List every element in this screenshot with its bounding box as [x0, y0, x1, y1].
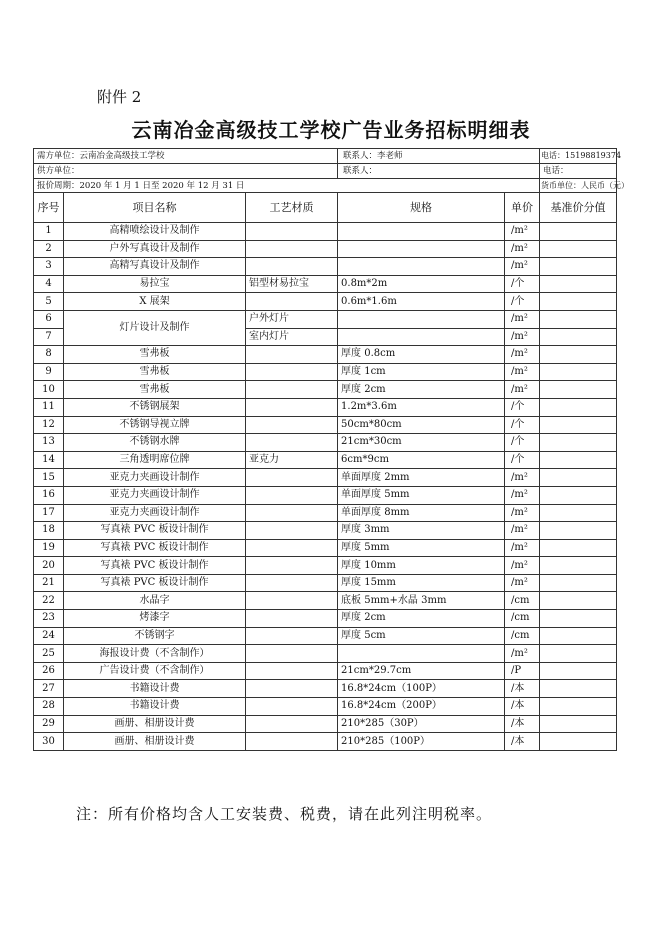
row-unit-price: /cm: [505, 627, 540, 645]
row-unit-price: /m²: [505, 574, 540, 592]
row-spec: [338, 258, 505, 276]
supplier-info-row: [34, 164, 617, 179]
row-spec: 6cm*9cm: [338, 451, 505, 469]
row-index: 11: [34, 398, 64, 416]
row-base-price: [540, 346, 617, 364]
row-base-price: [540, 398, 617, 416]
row-item-name: 户外写真设计及制作: [64, 240, 246, 258]
row-base-price: [540, 293, 617, 311]
row-material: [246, 715, 338, 733]
row-item-name: 书籍设计费: [64, 698, 246, 716]
row-index: 10: [34, 381, 64, 399]
row-material: [246, 240, 338, 258]
row-spec: 单面厚度 8mm: [338, 504, 505, 522]
row-spec: [338, 310, 505, 328]
row-unit-price: /本: [505, 733, 540, 751]
row-spec: [338, 240, 505, 258]
row-base-price: [540, 328, 617, 346]
row-index: 23: [34, 610, 64, 628]
row-spec: 单面厚度 5mm: [338, 486, 505, 504]
row-item-name: 海报设计费（不含制作）: [64, 645, 246, 663]
table-row: [34, 223, 617, 241]
table-row: [34, 240, 617, 258]
table-row: [34, 293, 617, 311]
row-material: 铝型材易拉宝: [246, 275, 338, 293]
table-row: [34, 486, 617, 504]
row-index: 7: [34, 328, 64, 346]
row-spec: 底板 5mm+水晶 3mm: [338, 592, 505, 610]
row-unit-price: /m²: [505, 346, 540, 364]
row-unit-price: /本: [505, 698, 540, 716]
row-index: 24: [34, 627, 64, 645]
row-item-name: 雪弗板: [64, 346, 246, 364]
attachment-label: 附件 2: [97, 88, 142, 106]
row-index: 2: [34, 240, 64, 258]
row-material: [246, 627, 338, 645]
row-material: [246, 610, 338, 628]
row-spec: 16.8*24cm（200P）: [338, 698, 505, 716]
row-spec: 1.2m*3.6m: [338, 398, 505, 416]
table-row: [34, 522, 617, 540]
row-material: [246, 662, 338, 680]
row-material: [246, 258, 338, 276]
table-row: [34, 715, 617, 733]
row-item-name: 不锈钢导视立牌: [64, 416, 246, 434]
row-index: 3: [34, 258, 64, 276]
row-item-name: 亚克力夹画设计制作: [64, 504, 246, 522]
period-row: [34, 179, 617, 193]
row-item-name: 三角透明席位牌: [64, 451, 246, 469]
currency-unit: 货币单位：人民币（元）: [540, 179, 617, 193]
table-row: [34, 363, 617, 381]
row-material: [246, 486, 338, 504]
row-material: [246, 381, 338, 399]
row-unit-price: /m²: [505, 557, 540, 575]
row-spec: 50cm*80cm: [338, 416, 505, 434]
row-material: [246, 434, 338, 452]
row-index: 19: [34, 539, 64, 557]
row-index: 18: [34, 522, 64, 540]
row-spec: 厚度 3mm: [338, 522, 505, 540]
row-unit-price: /m²: [505, 486, 540, 504]
row-item-name: 广告设计费（不含制作）: [64, 662, 246, 680]
supplier-phone: 电话：: [540, 164, 617, 179]
row-unit-price: /P: [505, 662, 540, 680]
row-item-name: 写真裱 PVC 板设计制作: [64, 557, 246, 575]
row-item-name: 高精喷绘设计及制作: [64, 223, 246, 241]
table-row: [34, 574, 617, 592]
row-base-price: [540, 469, 617, 487]
row-unit-price: /m²: [505, 328, 540, 346]
row-base-price: [540, 504, 617, 522]
row-unit-price: /个: [505, 398, 540, 416]
col-header-material: 工艺材质: [246, 193, 338, 223]
row-item-name: 写真裱 PVC 板设计制作: [64, 539, 246, 557]
row-base-price: [540, 275, 617, 293]
row-unit-price: /个: [505, 416, 540, 434]
row-material: 亚克力: [246, 451, 338, 469]
row-unit-price: /m²: [505, 539, 540, 557]
row-item-name: 不锈钢展架: [64, 398, 246, 416]
row-item-name: 雪弗板: [64, 363, 246, 381]
row-base-price: [540, 698, 617, 716]
table-row: [34, 733, 617, 751]
row-base-price: [540, 486, 617, 504]
row-material: [246, 574, 338, 592]
row-material: [246, 592, 338, 610]
row-unit-price: /m²: [505, 258, 540, 276]
row-base-price: [540, 240, 617, 258]
row-material: [246, 416, 338, 434]
row-material: 户外灯片: [246, 310, 338, 328]
row-index: 13: [34, 434, 64, 452]
row-index: 1: [34, 223, 64, 241]
col-header-spec: 规格: [338, 193, 505, 223]
row-item-name: 亚克力夹画设计制作: [64, 469, 246, 487]
row-unit-price: /m²: [505, 469, 540, 487]
row-index: 12: [34, 416, 64, 434]
row-material: [246, 223, 338, 241]
row-base-price: [540, 363, 617, 381]
row-unit-price: /个: [505, 451, 540, 469]
row-unit-price: /m²: [505, 381, 540, 399]
row-spec: 厚度 15mm: [338, 574, 505, 592]
row-unit-price: /个: [505, 293, 540, 311]
row-spec: 厚度 0.8cm: [338, 346, 505, 364]
row-material: [246, 522, 338, 540]
table-header-row: [34, 193, 617, 223]
row-index: 5: [34, 293, 64, 311]
table-row: [34, 645, 617, 663]
row-unit-price: /m²: [505, 363, 540, 381]
tender-table: [33, 148, 630, 751]
row-unit-price: /个: [505, 434, 540, 452]
row-base-price: [540, 733, 617, 751]
table-row: [34, 627, 617, 645]
row-index: 20: [34, 557, 64, 575]
row-unit-price: /m²: [505, 645, 540, 663]
table-row: [34, 275, 617, 293]
table-row: [34, 381, 617, 399]
row-material: [246, 469, 338, 487]
row-material: [246, 557, 338, 575]
table-row: [34, 310, 617, 328]
row-index: 22: [34, 592, 64, 610]
row-spec: [338, 645, 505, 663]
footnote: 注：所有价格均含人工安装费、税费，请在此列注明税率。: [76, 805, 493, 823]
table-row: [34, 416, 617, 434]
row-base-price: [540, 627, 617, 645]
row-unit-price: /cm: [505, 592, 540, 610]
row-item-name: 不锈钢字: [64, 627, 246, 645]
row-spec: 210*285（100P）: [338, 733, 505, 751]
row-material: [246, 539, 338, 557]
row-base-price: [540, 223, 617, 241]
row-spec: 厚度 2cm: [338, 381, 505, 399]
row-index: 4: [34, 275, 64, 293]
row-item-name: 高精写真设计及制作: [64, 258, 246, 276]
col-header-item: 项目名称: [64, 193, 246, 223]
row-base-price: [540, 592, 617, 610]
row-item-name: 书籍设计费: [64, 680, 246, 698]
row-unit-price: /m²: [505, 522, 540, 540]
row-item-name: 写真裱 PVC 板设计制作: [64, 574, 246, 592]
row-material: [246, 645, 338, 663]
row-base-price: [540, 451, 617, 469]
row-base-price: [540, 680, 617, 698]
row-unit-price: /m²: [505, 310, 540, 328]
row-item-name: 不锈钢水牌: [64, 434, 246, 452]
row-material: 室内灯片: [246, 328, 338, 346]
supplier-unit: 供方单位：: [34, 164, 338, 179]
col-header-index: 序号: [34, 193, 64, 223]
row-spec: 21cm*29.7cm: [338, 662, 505, 680]
row-material: [246, 698, 338, 716]
row-base-price: [540, 434, 617, 452]
row-spec: 厚度 1cm: [338, 363, 505, 381]
table-row: [34, 557, 617, 575]
row-material: [246, 680, 338, 698]
row-item-name: 写真裱 PVC 板设计制作: [64, 522, 246, 540]
page-title: 云南冶金高级技工学校广告业务招标明细表: [131, 118, 531, 142]
row-material: [246, 504, 338, 522]
row-base-price: [540, 610, 617, 628]
row-spec: 单面厚度 2mm: [338, 469, 505, 487]
table-row: [34, 610, 617, 628]
row-base-price: [540, 715, 617, 733]
table-row: [34, 469, 617, 487]
row-spec: 210*285（30P）: [338, 715, 505, 733]
row-index: 6: [34, 310, 64, 328]
row-base-price: [540, 539, 617, 557]
row-item-name: X 展架: [64, 293, 246, 311]
row-base-price: [540, 416, 617, 434]
table-body: [34, 223, 617, 751]
quote-period: 报价周期：2020 年 1 月 1 日至 2020 年 12 月 31 日: [34, 179, 540, 193]
row-base-price: [540, 645, 617, 663]
table-row: [34, 539, 617, 557]
row-material: [246, 733, 338, 751]
row-spec: 厚度 10mm: [338, 557, 505, 575]
row-material: [246, 398, 338, 416]
row-index: 30: [34, 733, 64, 751]
row-base-price: [540, 557, 617, 575]
table-row: [34, 592, 617, 610]
row-spec: [338, 328, 505, 346]
row-item-name: 灯片设计及制作: [64, 310, 246, 345]
row-base-price: [540, 381, 617, 399]
table-row: [34, 698, 617, 716]
row-unit-price: /个: [505, 275, 540, 293]
table-row: [34, 680, 617, 698]
row-index: 25: [34, 645, 64, 663]
table-row: [34, 504, 617, 522]
row-spec: 16.8*24cm（100P）: [338, 680, 505, 698]
col-header-base-price: 基准价分值: [540, 193, 617, 223]
row-spec: 厚度 2cm: [338, 610, 505, 628]
row-item-name: 雪弗板: [64, 381, 246, 399]
row-unit-price: /m²: [505, 504, 540, 522]
buyer-contact: 联系人：李老师: [338, 149, 540, 164]
row-index: 14: [34, 451, 64, 469]
row-unit-price: /m²: [505, 223, 540, 241]
row-spec: 厚度 5cm: [338, 627, 505, 645]
row-index: 29: [34, 715, 64, 733]
row-unit-price: /cm: [505, 610, 540, 628]
row-material: [246, 293, 338, 311]
row-index: 16: [34, 486, 64, 504]
row-item-name: 画册、相册设计费: [64, 733, 246, 751]
table-row: [34, 258, 617, 276]
table-row: [34, 398, 617, 416]
row-index: 9: [34, 363, 64, 381]
row-index: 26: [34, 662, 64, 680]
row-unit-price: /m²: [505, 240, 540, 258]
row-index: 27: [34, 680, 64, 698]
row-index: 21: [34, 574, 64, 592]
table-row: [34, 451, 617, 469]
row-spec: [338, 223, 505, 241]
col-header-unit-price: 单价: [505, 193, 540, 223]
row-spec: 21cm*30cm: [338, 434, 505, 452]
row-base-price: [540, 258, 617, 276]
row-base-price: [540, 522, 617, 540]
row-index: 8: [34, 346, 64, 364]
buyer-unit: 需方单位：云南冶金高级技工学校: [34, 149, 338, 164]
row-base-price: [540, 662, 617, 680]
row-item-name: 易拉宝: [64, 275, 246, 293]
supplier-contact: 联系人：: [338, 164, 540, 179]
row-index: 17: [34, 504, 64, 522]
row-unit-price: /本: [505, 680, 540, 698]
table-row: [34, 662, 617, 680]
row-item-name: 水晶字: [64, 592, 246, 610]
row-item-name: 烤漆字: [64, 610, 246, 628]
row-spec: 0.8m*2m: [338, 275, 505, 293]
row-unit-price: /本: [505, 715, 540, 733]
row-material: [246, 346, 338, 364]
row-spec: 0.6m*1.6m: [338, 293, 505, 311]
row-spec: 厚度 5mm: [338, 539, 505, 557]
table-row: [34, 346, 617, 364]
row-base-price: [540, 310, 617, 328]
row-index: 28: [34, 698, 64, 716]
row-material: [246, 363, 338, 381]
row-item-name: 画册、相册设计费: [64, 715, 246, 733]
table-row: [34, 434, 617, 452]
buyer-phone: 电话：15198819374: [540, 149, 617, 164]
row-index: 15: [34, 469, 64, 487]
buyer-info-row: [34, 149, 617, 164]
row-item-name: 亚克力夹画设计制作: [64, 486, 246, 504]
row-base-price: [540, 574, 617, 592]
